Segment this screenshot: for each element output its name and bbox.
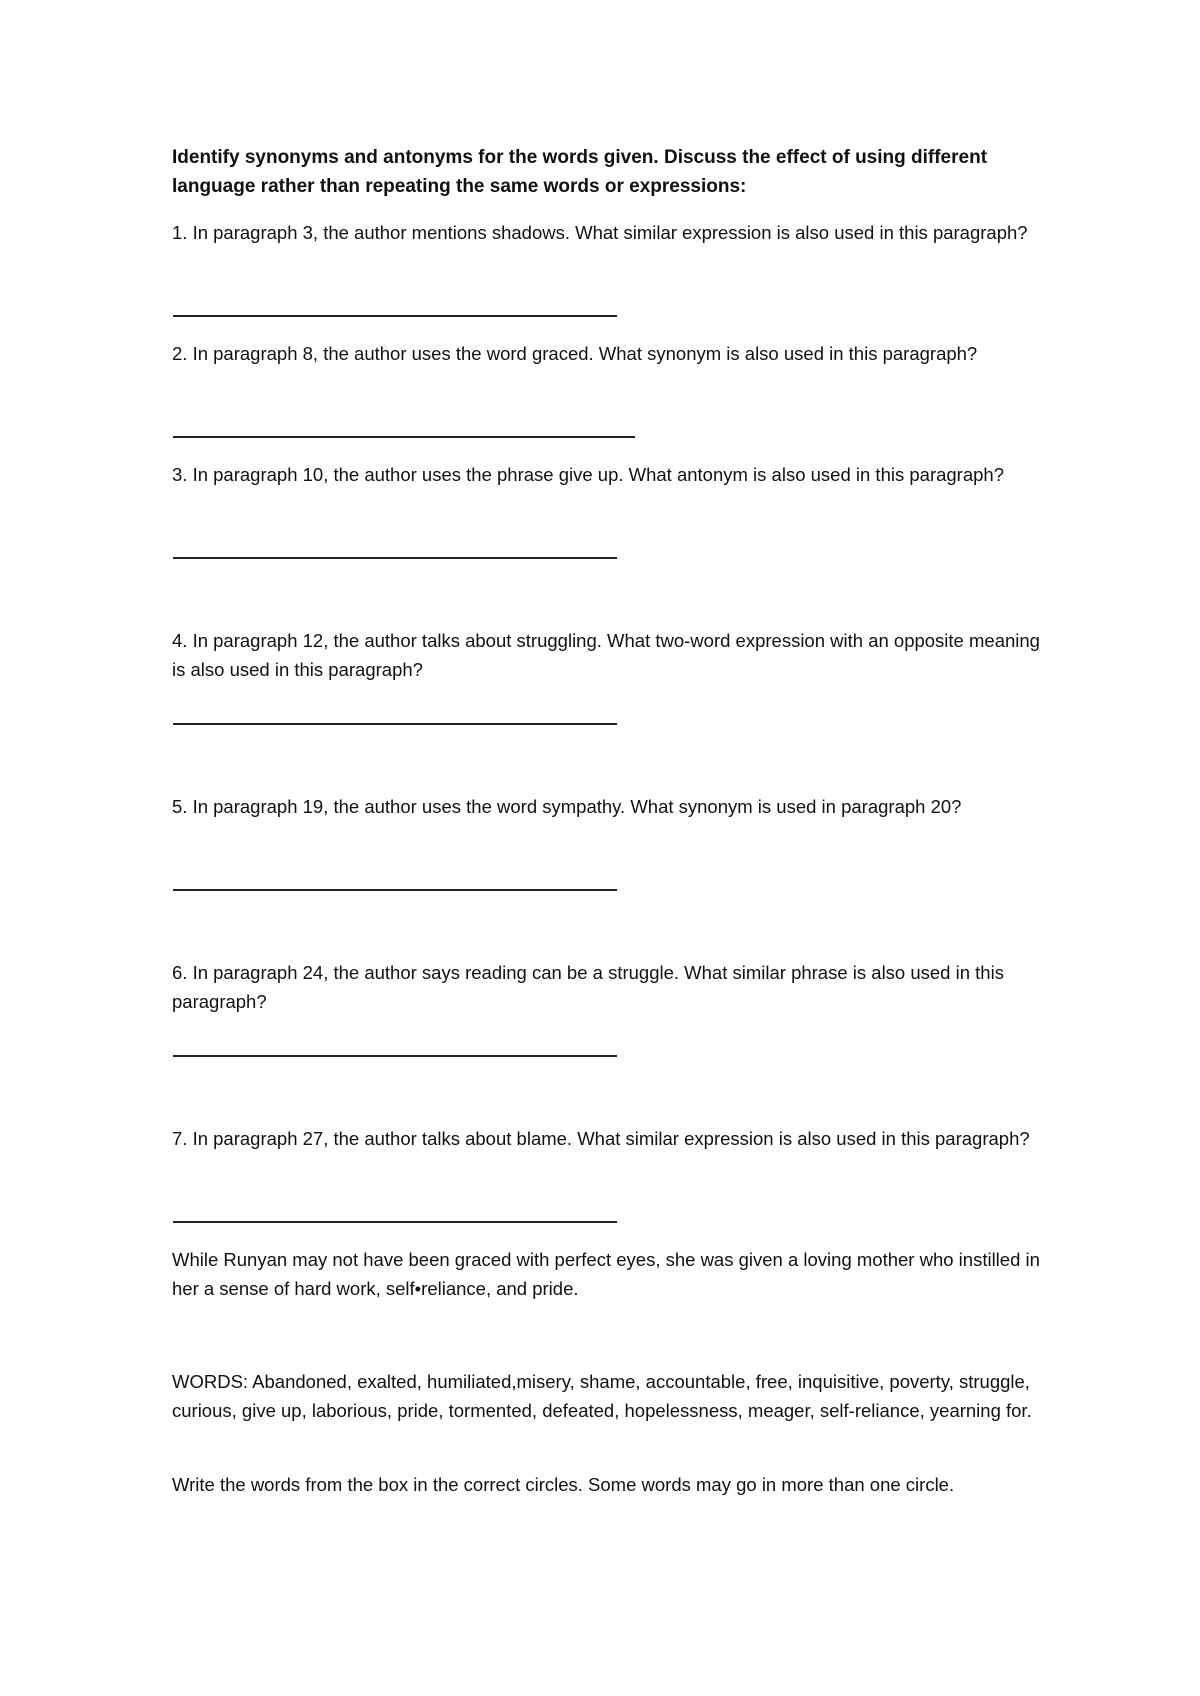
- final-instruction: Write the words from the box in the correct circles. Some words may go in more than one circle.: [172, 1474, 955, 1495]
- answer-line-1[interactable]: [173, 315, 617, 317]
- word-list: WORDS: Abandoned, exalted, humiliated,misery, shame, accountable, free, inquisitive, poverty, struggle, curious, give up, laborious, pride, tormented, defeated, hopelessness, meager, self-reliance, yearning for.: [172, 1371, 1032, 1421]
- answer-line-2[interactable]: [173, 436, 635, 438]
- answer-line-6[interactable]: [173, 1055, 617, 1057]
- question-4: 4. In paragraph 12, the author talks about struggling. What two-word expression with an opposite meaning is also used in this paragraph?: [172, 630, 1040, 680]
- answer-line-5[interactable]: [173, 889, 617, 891]
- question-5: 5. In paragraph 19, the author uses the word sympathy. What synonym is used in paragraph 20?: [172, 796, 962, 817]
- answer-line-4[interactable]: [173, 723, 617, 725]
- instructions-heading: Identify synonyms and antonyms for the words given. Discuss the effect of using different language rather than repeating the same words or expressions:: [172, 147, 988, 197]
- question-6: 6. In paragraph 24, the author says reading can be a struggle. What similar phrase is also used in this paragraph?: [172, 962, 1004, 1012]
- answer-line-3[interactable]: [173, 557, 617, 559]
- question-1: 1. In paragraph 3, the author mentions shadows. What similar expression is also used in this paragraph?: [172, 222, 1028, 243]
- quote-paragraph: While Runyan may not have been graced with perfect eyes, she was given a loving mother who instilled in her a sense of hard work, self•reliance, and pride.: [172, 1249, 1040, 1299]
- question-2: 2. In paragraph 8, the author uses the word graced. What synonym is also used in this paragraph?: [172, 343, 978, 364]
- question-7: 7. In paragraph 27, the author talks about blame. What similar expression is also used in this paragraph?: [172, 1128, 1030, 1149]
- question-3: 3. In paragraph 10, the author uses the phrase give up. What antonym is also used in this paragraph?: [172, 464, 1004, 485]
- answer-line-7[interactable]: [173, 1221, 617, 1223]
